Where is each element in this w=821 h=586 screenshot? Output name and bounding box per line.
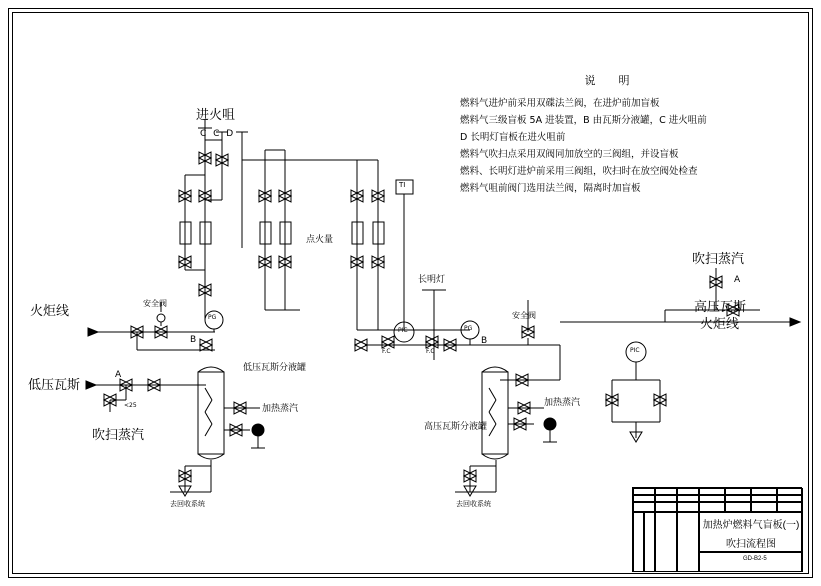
notes-line-2: 燃料气三级盲板 5A 进装置，B 由瓦斯分液罐，C 进火咀前 (460, 115, 707, 126)
tb-cell-r2c4 (699, 495, 725, 502)
label-pg-left: PG (208, 314, 217, 321)
notes-block (460, 72, 760, 197)
tb-cell-r3c5 (725, 502, 751, 512)
tb-cell-r1c6 (751, 488, 777, 495)
tb-cell-r1c1 (633, 488, 655, 495)
title-block (632, 487, 802, 572)
tb-col-left-3 (655, 512, 677, 572)
tb-code-area (699, 552, 803, 572)
label-high-sep-drum: 高压瓦斯分液罐 (424, 422, 488, 432)
label-size-left: <25 (124, 402, 137, 409)
label-a-right: A (734, 275, 741, 285)
label-purge-steam-right: 吹扫蒸汽 (692, 252, 745, 267)
label-pic-center: PIC (398, 327, 408, 334)
label-pg-right: PG (464, 325, 473, 332)
tb-col-left-4 (677, 512, 699, 572)
tb-cell-r3c6 (751, 502, 777, 512)
label-heating-steam-left: 加热蒸汽 (262, 404, 299, 414)
label-pilot: 长明灯 (418, 275, 446, 285)
label-b-left: B (190, 335, 197, 345)
notes-line-5: 燃料、长明灯进炉前采用三阀组，吹扫时在放空阀处检查 (460, 166, 698, 177)
titleblock-title-line2: 吹扫流程图 (726, 538, 776, 550)
label-b-right: B (481, 336, 488, 346)
tb-cell-r1c7 (777, 488, 803, 495)
titleblock-code: GD-B2-5 (743, 556, 767, 562)
label-torch-line-left: 火炬线 (30, 304, 70, 319)
label-fc-1: F.C (382, 348, 391, 355)
label-fc-2: F.C (426, 348, 435, 355)
label-recovery-right: 去回收系统 (456, 500, 491, 508)
tb-cell-r2c1 (633, 495, 655, 502)
label-pic-right: PIC (630, 347, 640, 354)
tb-col-left-2 (644, 512, 655, 572)
label-cc-d: C C D (200, 129, 236, 139)
label-ti: TI (399, 181, 406, 189)
notes-line-1: 燃料气进炉前采用双碟法兰阀，在进炉前加盲板 (460, 98, 660, 109)
tb-cell-r3c1 (633, 502, 655, 512)
tb-cell-r2c3 (677, 495, 699, 502)
tb-cell-r2c2 (655, 495, 677, 502)
label-heating-steam-right: 加热蒸汽 (544, 398, 581, 408)
tb-cell-r2c7 (777, 495, 803, 502)
tb-cell-r2c6 (751, 495, 777, 502)
label-safety-valve-right: 安全阀 (512, 311, 536, 320)
notes-line-4: 燃料气吹扫点采用双阀同加放空的三阀组，并设盲板 (460, 149, 679, 160)
label-ignition: 点火量 (306, 235, 334, 245)
tb-cell-r1c5 (725, 488, 751, 495)
label-high-pressure-gas: 高压瓦斯 (694, 300, 747, 315)
label-purge-steam-left: 吹扫蒸汽 (92, 428, 145, 443)
notes-line-3: D 长明灯盲板在进火咀前 (460, 132, 566, 143)
tb-cell-r1c4 (699, 488, 725, 495)
tb-cell-r3c3 (677, 502, 699, 512)
tb-cell-r1c3 (677, 488, 699, 495)
label-safety-valve-left: 安全阀 (143, 299, 167, 308)
notes-title: 说 明 (584, 74, 636, 87)
tb-cell-r3c4 (699, 502, 725, 512)
label-low-pressure-gas: 低压瓦斯 (28, 378, 81, 393)
tb-cell-r1c2 (655, 488, 677, 495)
notes-line-6: 燃料气咀前阀门选用法兰阀，隔离时加盲板 (460, 183, 641, 194)
tb-cell-r3c2 (655, 502, 677, 512)
label-low-sep-drum: 低压瓦斯分液罐 (243, 363, 307, 373)
tb-cell-r3c7 (777, 502, 803, 512)
titleblock-title-line1: 加热炉燃料气盲板(一) (702, 519, 800, 531)
tb-col-left-1 (633, 512, 644, 572)
tb-cell-r2c5 (725, 495, 751, 502)
label-burner-inlet: 进火咀 (196, 108, 236, 123)
label-torch-line-right: 火炬线 (700, 317, 740, 332)
label-recovery-left: 去回收系统 (170, 500, 205, 508)
label-a-left: A (115, 370, 122, 380)
